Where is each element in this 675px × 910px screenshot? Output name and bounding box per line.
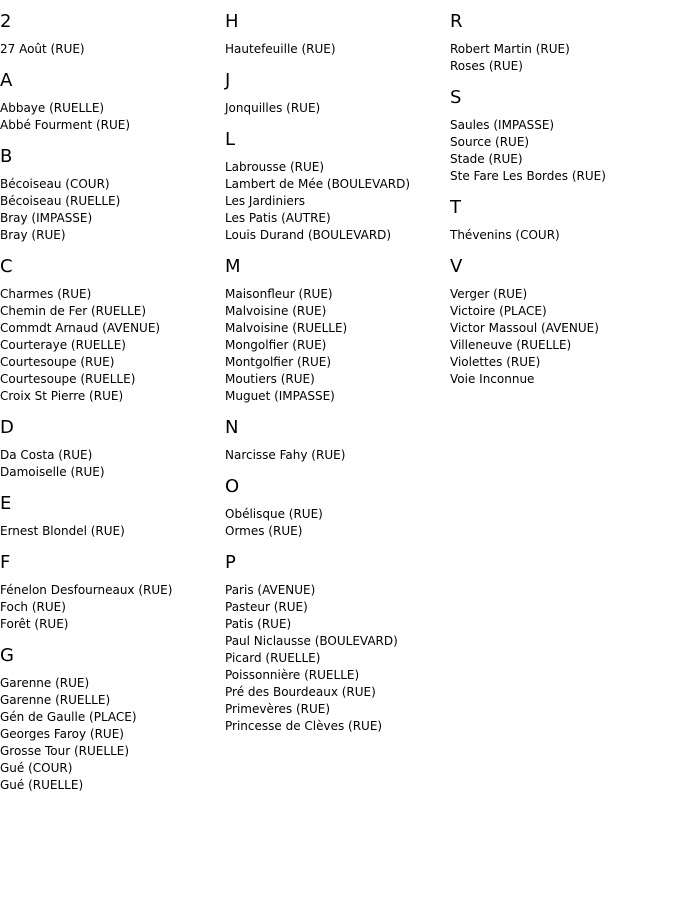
street-index-column-1 — [0, 0, 220, 806]
letter-group — [225, 129, 445, 244]
letter-group — [0, 493, 220, 540]
street-list — [450, 117, 670, 185]
street-name[interactable]: Roses (RUE) — [450, 59, 523, 73]
street-name[interactable]: Thévenins (COUR) — [450, 228, 560, 242]
street-list — [450, 227, 670, 244]
street-name[interactable]: Courteraye (RUELLE) — [0, 338, 126, 352]
street-name[interactable]: Fénelon Desfourneaux (RUE) — [0, 583, 173, 597]
street-list — [0, 582, 220, 633]
street-index-column-2 — [225, 0, 445, 747]
street-name[interactable]: Verger (RUE) — [450, 287, 528, 301]
street-name[interactable]: Primevères (RUE) — [225, 702, 331, 716]
street-name[interactable]: Paul Niclausse (BOULEVARD) — [225, 634, 398, 648]
letter-heading: V — [450, 256, 463, 277]
letter-group — [0, 11, 220, 58]
street-name[interactable]: Victor Massoul (AVENUE) — [450, 321, 599, 335]
street-name[interactable]: Poissonnière (RUELLE) — [225, 668, 360, 682]
street-name[interactable]: Pasteur (RUE) — [225, 600, 308, 614]
street-list — [225, 447, 445, 464]
street-name[interactable]: Ormes (RUE) — [225, 524, 303, 538]
street-list — [0, 100, 220, 134]
street-name[interactable]: Labrousse (RUE) — [225, 160, 325, 174]
street-name[interactable]: Maisonfleur (RUE) — [225, 287, 333, 301]
street-name[interactable]: Muguet (IMPASSE) — [225, 389, 335, 403]
street-name[interactable]: Malvoisine (RUE) — [225, 304, 327, 318]
letter-heading: N — [225, 417, 239, 438]
street-name[interactable]: Chemin de Fer (RUELLE) — [0, 304, 147, 318]
street-name[interactable]: Les Patis (AUTRE) — [225, 211, 331, 225]
street-name[interactable]: Lambert de Mée (BOULEVARD) — [225, 177, 411, 191]
street-list — [0, 286, 220, 405]
letter-group — [225, 476, 445, 540]
street-name[interactable]: Saules (IMPASSE) — [450, 118, 555, 132]
street-name[interactable]: Malvoisine (RUELLE) — [225, 321, 348, 335]
letter-group — [225, 70, 445, 117]
street-name[interactable]: Princesse de Clèves (RUE) — [225, 719, 383, 733]
street-name[interactable]: Courtesoupe (RUELLE) — [0, 372, 136, 386]
street-name[interactable]: Moutiers (RUE) — [225, 372, 315, 386]
letter-heading: L — [225, 129, 236, 150]
letter-heading: A — [0, 70, 13, 91]
street-name[interactable]: Bray (RUE) — [0, 228, 66, 242]
letter-group — [225, 11, 445, 58]
street-name[interactable]: Abbé Fourment (RUE) — [0, 118, 131, 132]
letter-heading: T — [450, 197, 461, 218]
street-list — [0, 523, 220, 540]
street-name[interactable]: Louis Durand (BOULEVARD) — [225, 228, 392, 242]
street-name[interactable]: Paris (AVENUE) — [225, 583, 316, 597]
street-list — [225, 100, 445, 117]
street-name[interactable]: Source (RUE) — [450, 135, 530, 149]
street-name[interactable]: Mongolfier (RUE) — [225, 338, 327, 352]
street-name[interactable]: Jonquilles (RUE) — [225, 101, 321, 115]
letter-group — [0, 256, 220, 405]
letter-heading: J — [225, 70, 231, 91]
street-name[interactable]: Garenne (RUELLE) — [0, 693, 111, 707]
street-index-column-3 — [450, 0, 670, 400]
street-name[interactable]: Foch (RUE) — [0, 600, 66, 614]
street-name[interactable]: Forêt (RUE) — [0, 617, 69, 631]
letter-heading: C — [0, 256, 13, 277]
letter-heading: G — [0, 645, 14, 666]
letter-group — [225, 417, 445, 464]
letter-heading: M — [225, 256, 241, 277]
letter-heading: B — [0, 146, 13, 167]
street-name[interactable]: Gué (RUELLE) — [0, 778, 84, 792]
letter-heading: H — [225, 11, 239, 32]
street-list — [0, 176, 220, 244]
street-name[interactable]: Georges Faroy (RUE) — [0, 727, 124, 741]
street-name[interactable]: Gén de Gaulle (PLACE) — [0, 710, 137, 724]
street-name[interactable]: Bécoiseau (COUR) — [0, 177, 110, 191]
street-name[interactable]: Robert Martin (RUE) — [450, 42, 570, 56]
street-list — [225, 506, 445, 540]
street-name[interactable]: Pré des Bourdeaux (RUE) — [225, 685, 376, 699]
street-list — [0, 675, 220, 794]
street-name[interactable]: Garenne (RUE) — [0, 676, 90, 690]
street-name[interactable]: Patis (RUE) — [225, 617, 292, 631]
street-name[interactable]: Courtesoupe (RUE) — [0, 355, 115, 369]
street-name[interactable]: Abbaye (RUELLE) — [0, 101, 105, 115]
street-name[interactable]: Ernest Blondel (RUE) — [0, 524, 125, 538]
street-name[interactable]: Bécoiseau (RUELLE) — [0, 194, 121, 208]
street-name[interactable]: Damoiselle (RUE) — [0, 465, 105, 479]
letter-group — [0, 417, 220, 481]
street-name[interactable]: Gué (COUR) — [0, 761, 73, 775]
street-list — [225, 582, 445, 735]
street-name[interactable]: Ste Fare Les Bordes (RUE) — [450, 169, 606, 183]
street-name[interactable]: Croix St Pierre (RUE) — [0, 389, 124, 403]
street-name[interactable]: Charmes (RUE) — [0, 287, 92, 301]
letter-heading: D — [0, 417, 14, 438]
street-name[interactable]: Da Costa (RUE) — [0, 448, 93, 462]
letter-group — [225, 256, 445, 405]
street-name[interactable]: Picard (RUELLE) — [225, 651, 321, 665]
street-name[interactable]: Obélisque (RUE) — [225, 507, 323, 521]
letter-group — [450, 11, 670, 75]
letter-heading: S — [450, 87, 462, 108]
letter-heading: E — [0, 493, 12, 514]
letter-group — [225, 552, 445, 735]
street-name[interactable]: Grosse Tour (RUELLE) — [0, 744, 130, 758]
street-name[interactable]: Bray (IMPASSE) — [0, 211, 93, 225]
letter-group — [450, 256, 670, 388]
letter-group — [0, 552, 220, 633]
letter-heading: 2 — [0, 11, 12, 32]
street-name[interactable]: 27 Août (RUE) — [0, 42, 85, 56]
street-list — [450, 41, 670, 75]
letter-heading: P — [225, 552, 236, 573]
street-name[interactable]: Les Jardiniers — [225, 194, 305, 208]
street-list — [450, 286, 670, 388]
street-name[interactable]: Villeneuve (RUELLE) — [450, 338, 572, 352]
letter-heading: F — [0, 552, 11, 573]
street-list — [225, 159, 445, 244]
street-name[interactable]: Narcisse Fahy (RUE) — [225, 448, 346, 462]
street-list — [225, 41, 445, 58]
letter-heading: R — [450, 11, 463, 32]
street-list — [0, 41, 220, 58]
letter-group — [0, 146, 220, 244]
letter-group — [0, 645, 220, 794]
letter-group — [450, 87, 670, 185]
street-name[interactable]: Commdt Arnaud (AVENUE) — [0, 321, 161, 335]
street-name[interactable]: Violettes (RUE) — [450, 355, 541, 369]
letter-heading: O — [225, 476, 240, 497]
street-list — [0, 447, 220, 481]
street-name[interactable]: Stade (RUE) — [450, 152, 523, 166]
street-list — [225, 286, 445, 405]
street-name[interactable]: Voie Inconnue — [450, 372, 535, 386]
letter-group — [0, 70, 220, 134]
street-name[interactable]: Hautefeuille (RUE) — [225, 42, 336, 56]
street-name[interactable]: Victoire (PLACE) — [450, 304, 547, 318]
street-name[interactable]: Montgolfier (RUE) — [225, 355, 332, 369]
letter-group — [450, 197, 670, 244]
